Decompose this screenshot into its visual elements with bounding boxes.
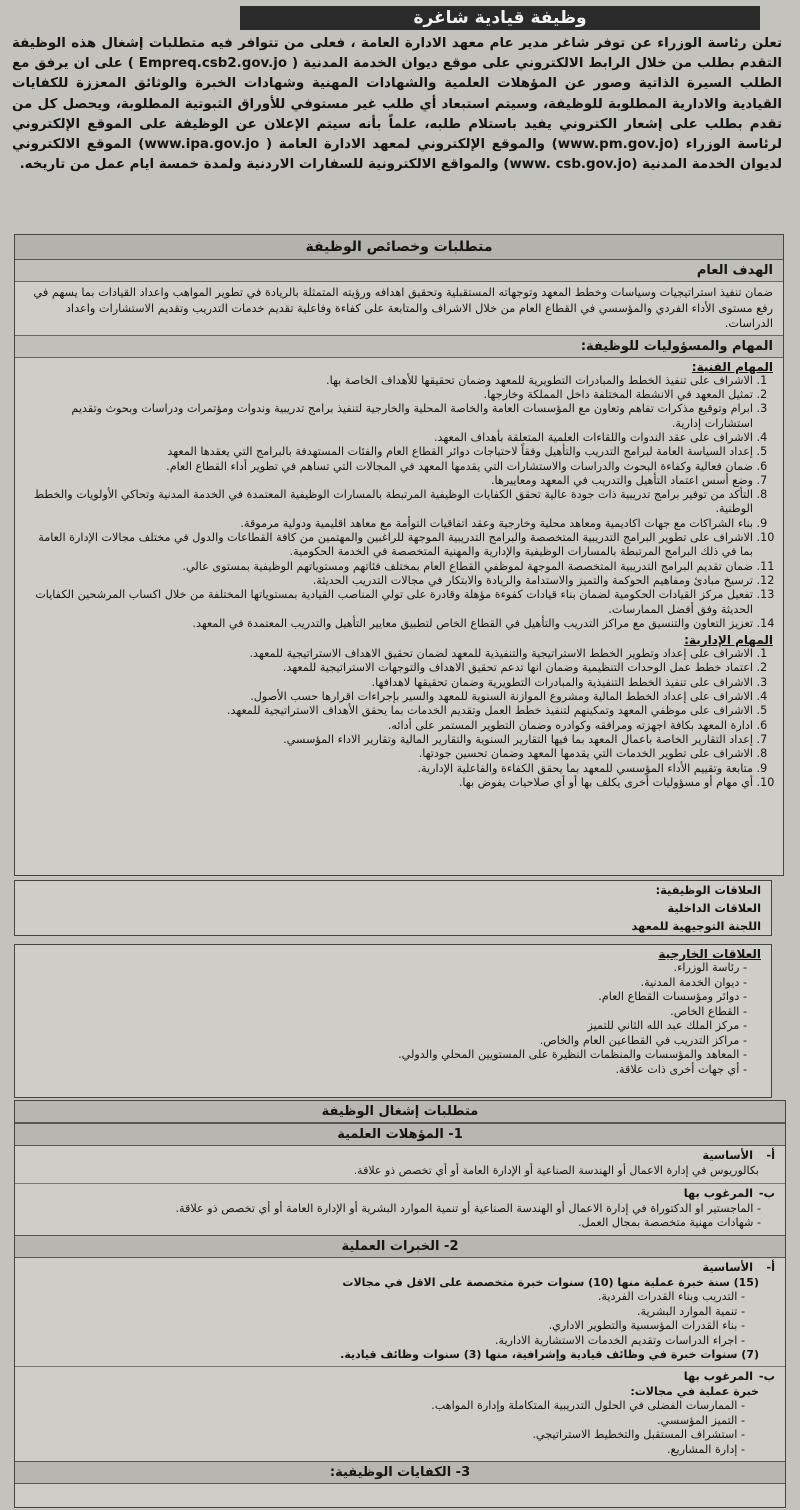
- list-item: - بناء القدرات المؤسسية والتطوير الاداري.: [25, 1319, 745, 1334]
- exp-basic-fields: [15, 1290, 785, 1348]
- list-item: 6. ضمان فعالية وكفاءة البحوث والدراسات والاستشارات التي يقدمها المعهد في المجالات التي تساهم في تطوير أداء القطاع العام.: [27, 460, 753, 474]
- intro-paragraph: تعلن رئاسة الوزراء عن توفر شاغر مدير عام معهد الادارة العامة ، فعلى من تتوافر فيه متطلبات إشغال هذه الوظيفة التقدم بطلب من خلال الرابط الالكتروني على موقع ديوان الخدمة المدنية ( Empreq.csb2.gov.jo ) على ان يرفق مع الطلب السيرة الذاتية وصور عن المؤهلات العلمية والشهادات المهنية وشهادات الخبرة والوثائق المعززة للكفايات القيادية والادارية المطلوبة للوظيفة، وسيتم استبعاد أي طلب غير مستوفي للأوراق الثبوتية المطلوبة، ويحصل كل من تقدم بطلب على إشعار الكتروني يفيد باستلام طلبه، علماً بأنه سيتم الإعلان عن الوظيفة على الموقع الإلكتروني لرئاسة الوزراء (www.pm.gov.jo) والموقع الإلكتروني لمعهد الادارة العامة ( www.ipa.gov.jo) الموقع الالكتروني لديوان الخدمة المدنية (www. csb.gov.jo) والمواقع الالكترونية للسفارات الاردنية ولمدة خمسة ايام عمل من تاريخه.: [12, 36, 783, 173]
- list-item: - الماجستير او الدكتوراة في إدارة الاعمال أو الهندسة الصناعية أو تنمية الموارد البشرية أو الإدارة العامة أو أي تخصص ذو علاقة.: [25, 1202, 761, 1217]
- experience-heading: 2- الخبرات العملية: [15, 1235, 785, 1258]
- admin-duties-list: [15, 647, 783, 790]
- list-item: - شهادات مهنية متخصصة بمجال العمل.: [25, 1216, 761, 1231]
- list-item: 9. بناء الشراكات مع جهات اكاديمية ومعاهد محلية وخارجية وعقد اتفاقيات التوأمة مع معاهد اقليمية ودولية مرموقة.: [27, 517, 753, 531]
- external-relations-box: [14, 944, 772, 1098]
- admin-duties-heading: المهام الإدارية:: [684, 633, 773, 648]
- occupancy-heading: متطلبات إشغال الوظيفة: [15, 1101, 785, 1123]
- requirements-heading: متطلبات وخصائص الوظيفة: [15, 235, 783, 260]
- qual-basic-text: بكالوريوس في إدارة الاعمال أو الهندسة الصناعية أو الإدارة العامة أو أي تخصص ذو علاقة.: [353, 1164, 759, 1177]
- list-item: - إدارة المشاريع.: [25, 1443, 745, 1458]
- list-item: 11. ضمان تقديم البرامج التدريبية المتخصصة الموجهة لموظفي القطاع العام بمختلف فئاتهم ومستوياتهم الوظيفية بمستوى عالي.: [27, 560, 753, 574]
- relations-heading: العلاقات الوظيفية:: [655, 883, 761, 897]
- list-item: - اجراء الدراسات وتقديم الخدمات الاستشارية الادارية.: [25, 1334, 745, 1349]
- list-item: 2. تمثيل المعهد في الانشطة المختلفة داخل المملكة وخارجها.: [27, 388, 753, 402]
- list-item: 5. إعداد السياسة العامة لبرامج التدريب والتأهيل وفقاً لاحتياجات دوائر القطاع العام والفئات المستهدفة بالبرامج التي يعقدها المعهد: [27, 445, 753, 459]
- list-item: - رئاسة الوزراء.: [25, 961, 747, 976]
- list-item: 14. تعزيز التعاون والتنسيق مع مراكز التدريب والتأهيل في القطاع الخاص لتطبيق معايير التأهيل والتدريب المعتمدة في المعهد.: [27, 617, 753, 631]
- technical-duties-list: [15, 374, 783, 631]
- list-item: 7. وضع أسس اعتماد التأهيل والتدريب في المعهد ومعاييرها.: [27, 474, 753, 488]
- page-title: وظيفة قيادية شاغرة: [240, 6, 760, 30]
- list-item: 12. ترسيخ مبادئ ومفاهيم الحوكمة والتميز والاستدامة والريادة والابتكار في مجالات التدريب الحديثة.: [27, 574, 753, 588]
- qual-desired-heading: ب- المرغوب بها: [15, 1183, 785, 1202]
- list-item: 2. اعتماد خطط عمل الوحدات التنظيمية وضمان انها تدعم تحقيق الاهداف والتوجهات الاستراتيجية للمعهد.: [27, 661, 753, 675]
- list-item: - أي جهات أخرى ذات علاقة.: [25, 1063, 747, 1078]
- goal-heading: الهدف العام: [15, 260, 783, 282]
- list-item: 5. الاشراف على موظفي المعهد وتمكينهم لتنفيذ خطط العمل وتقديم الخدمات بما يحقق الأهداف الاستراتيجية للمعهد.: [27, 704, 753, 718]
- list-item: - استشراف المستقبل والتخطيط الاستراتيجي.: [25, 1428, 745, 1443]
- list-item: - التدريب وبناء القدرات الفردية.: [25, 1290, 745, 1305]
- list-item: 10. الاشراف على تطوير البرامج التدريبية المتخصصة والبرامج التدريبية الموجهة للراغبين والمهتمين من كافة القطاعات والدول في مختلف مجالات الإدارة العامة بما في ذلك البرامج المرتبطة بالمسارات الوظيفية والإدارية والمهنية المتخصصة في الخدمة الحكومية.: [27, 531, 753, 560]
- list-item: 7. إعداد التقارير الخاصة باعمال المعهد بما فيها التقارير السنوية والتقارير المالية وتقارير الاداء المؤسسي.: [27, 733, 753, 747]
- list-item: - المعاهد والمؤسسات والمنظمات النظيرة على المستويين المحلي والدولي.: [25, 1048, 747, 1063]
- competencies-heading: 3- الكفايات الوظيفية:: [15, 1461, 785, 1484]
- list-item: - مراكز التدريب في القطاعين العام والخاص.: [25, 1034, 747, 1049]
- list-item: - مركز الملك عبد الله الثاني للتميز: [25, 1019, 747, 1034]
- list-item: 9. متابعة وتقييم الأداء المؤسسي للمعهد بما يحقق الكفاءة والفاعلية الإدارية.: [27, 762, 753, 776]
- list-item: 8. الاشراف على تطوير الخدمات التي يقدمها المعهد وضمان تحسين جودتها.: [27, 747, 753, 761]
- external-relations-list: [15, 961, 771, 1077]
- list-item: 1. الاشراف على إعداد وتطوير الخطط الاستراتيجية والتنفيذية للمعهد لضمان تحقيق الاهداف الاستراتيجية للمعهد.: [27, 647, 753, 661]
- qual-basic-heading: أ- الأساسية: [702, 1148, 775, 1162]
- list-item: - دوائر ومؤسسات القطاع العام.: [25, 990, 747, 1005]
- exp-basic-leadership: (7) سنوات خبرة في وظائف قيادية وإشرافية، منها (3) سنوات وظائف قيادية.: [340, 1348, 759, 1362]
- exp-basic-heading: أ- الأساسية: [702, 1259, 775, 1274]
- qual-desired-list: [15, 1202, 785, 1231]
- internal-relations-box: [14, 880, 772, 936]
- exp-desired-heading: ب- المرغوب بها: [15, 1366, 785, 1385]
- list-item: 8. التأكد من توفير برامج تدريبية ذات جودة عالية تحقق الكفايات الوظيفية المرتبطة بالمسارات الوظيفية المعتمدة في الخدمة المدنية وتحاكي الأولويات والخطط الوطنية.: [27, 488, 753, 517]
- list-item: 10. أي مهام أو مسؤوليات أخرى يكلف بها أو أي صلاحيات يفوض بها.: [27, 776, 753, 790]
- internal-relations-heading: العلاقات الداخلية: [667, 901, 761, 915]
- list-item: 13. تفعيل مركز القيادات الحكومية لضمان بناء قيادات كفوءة مؤهلة وقادرة على تولي المناصب القيادية بمستوياتها المختلفة من خلال اكساب المرشحين الكفايات الحديثة وفق أفضل الممارسات.: [27, 588, 753, 617]
- intro-block: [12, 34, 782, 175]
- duties-heading: المهام والمسؤوليات للوظيفة:: [15, 335, 783, 358]
- occupancy-box: [14, 1100, 786, 1508]
- list-item: 4. الاشراف على عقد الندوات واللقاءات العلمية المتعلقة بأهداف المعهد.: [27, 431, 753, 445]
- requirements-box: [14, 234, 784, 876]
- list-item: 3. الاشراف على تنفيذ الخطط التنفيذية والمبادرات التطويرية وضمان تحقيقها لاهدافها.: [27, 676, 753, 690]
- list-item: - ديوان الخدمة المدنية.: [25, 976, 747, 991]
- exp-basic-lead: (15) سنة خبرة عملية منها (10) سنوات خبرة متخصصة على الاقل في مجالات: [342, 1275, 759, 1289]
- list-item: 6. ادارة المعهد بكافة اجهزته ومرافقه وكوادره وضمان التطوير المستمر على أدائه.: [27, 719, 753, 733]
- list-item: - القطاع الخاص.: [25, 1005, 747, 1020]
- qualifications-heading: 1- المؤهلات العلمية: [15, 1123, 785, 1146]
- exp-desired-lead: خبرة عملية في مجالات:: [630, 1384, 759, 1398]
- external-relations-heading: العلاقات الخارجية: [658, 947, 761, 961]
- exp-desired-list: [15, 1399, 785, 1457]
- goal-text: ضمان تنفيذ استراتيجيات وسياسات وخطط المعهد وتوجهاته المستقبلية وتحقيق اهدافه ورؤيته المتمثلة بالريادة في تطوير المواهب واعداد القيادات بما يسهم في رفع مستوى الأداء الفردي والمؤسسي في القطاع العام من خلال الاشراف والمتابعة على كفاءة وفاعلية تقديم خدمات التدريب وتقديم الاستشارات واعداد الدراسات.: [33, 286, 773, 331]
- list-item: 3. ابرام وتوقيع مذكرات تفاهم وتعاون مع المؤسسات العامة والخاصة المحلية والخارجية لتنفيذ برامج تدريبية وندوات ومؤتمرات ودراسات وبحوث وتقديم استشارات إدارية.: [27, 402, 753, 431]
- internal-relations-item: اللجنة التوجيهية للمعهد: [631, 919, 761, 933]
- list-item: - التميز المؤسسي.: [25, 1414, 745, 1429]
- list-item: - تنمية الموارد البشرية.: [25, 1305, 745, 1320]
- list-item: 4. الاشراف على إعداد الخطط المالية ومشروع الموازنة السنوية للمعهد والسير بإجراءات اقرارها حسب الأصول.: [27, 690, 753, 704]
- list-item: 1. الاشراف على تنفيذ الخطط والمبادرات التطويرية للمعهد وضمان تحقيقها للأهداف الخاصة بها.: [27, 374, 753, 388]
- list-item: - الممارسات الفضلى في الحلول التدريبية المتكاملة وإدارة المواهب.: [25, 1399, 745, 1414]
- technical-duties-heading: المهام الفنية:: [691, 359, 773, 374]
